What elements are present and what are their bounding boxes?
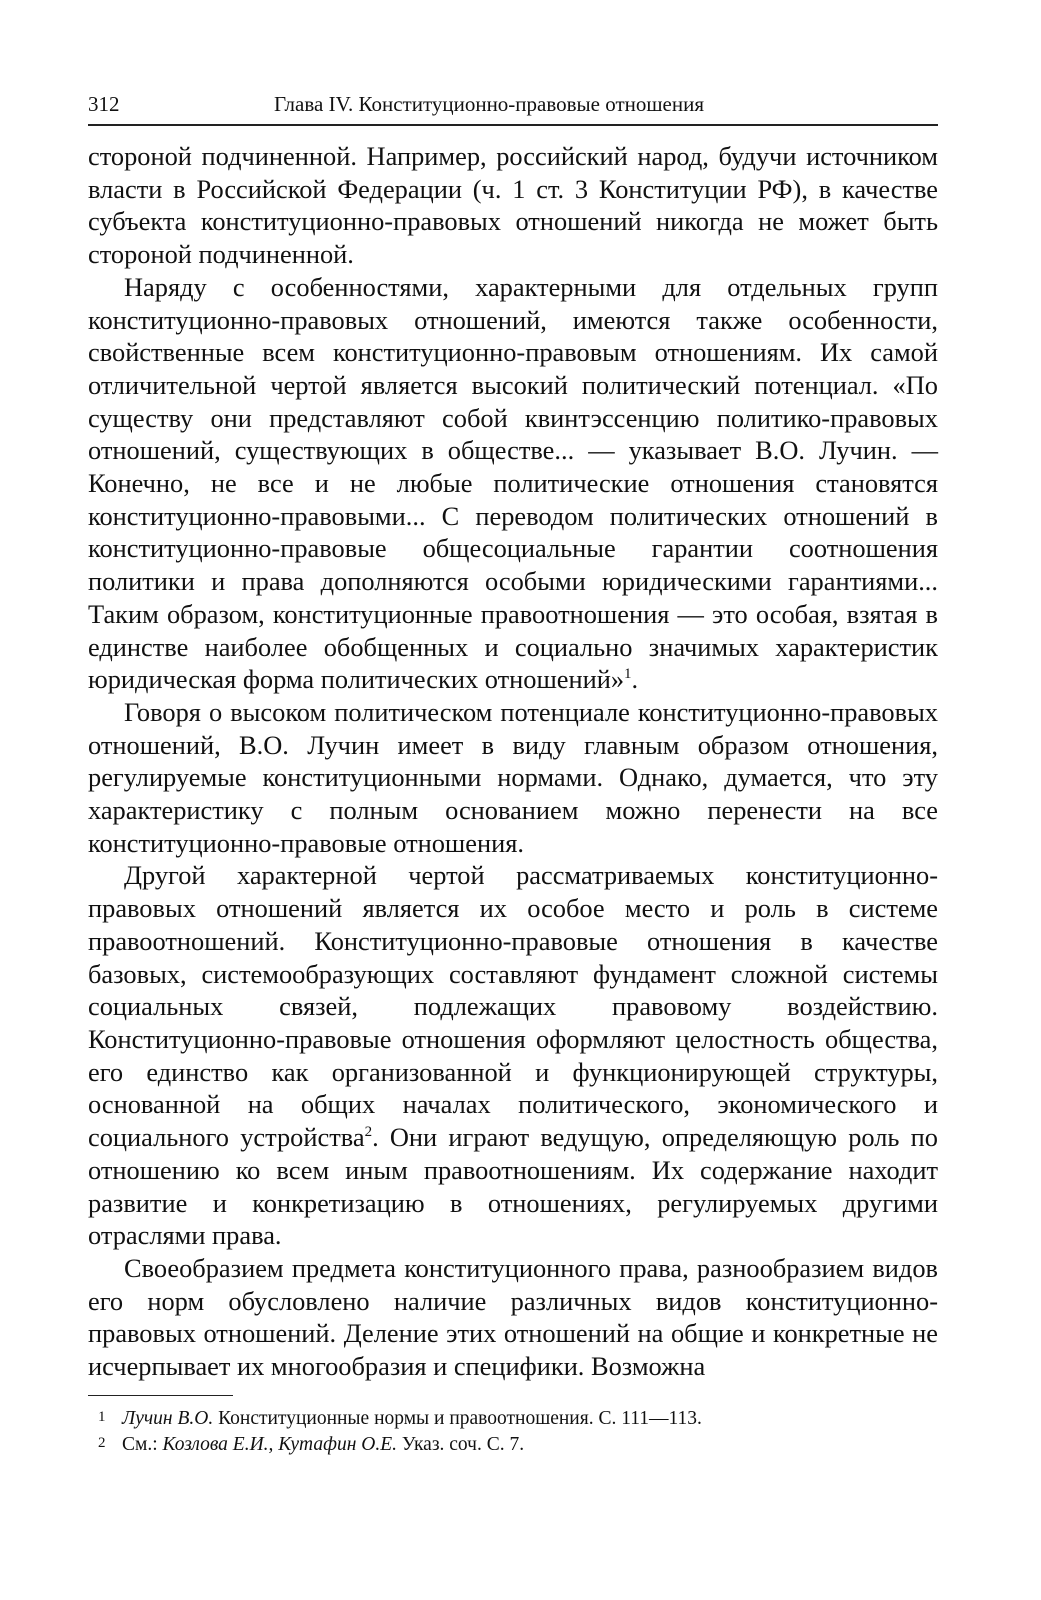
book-page [88, 84, 938, 1574]
paragraph-2: Наряду с особенностями, характерными для отдельных групп конституционно-правовых отношений, имеются также особенности, свойственные всем конституционно-правовым отношениям. Их самой отличительной чертой является высокий политический потенциал. «По существу они представляют собой квинтэссенцию политико-правовых отношений, существующих в обществе... — указывает В.О. Лучин. — Конечно, не все и не любые политические отношения становятся конституционно-правовыми... С переводом политических отношений в конституционно-правовые общесоциальные гарантии соотношения политики и права дополняются особыми юридическими гарантиями... Таким образом, конституционные правоотношения — это особая, взятая в единстве наиболее обобщенных и социально значимых характеристик юридическая форма политических отношений»$^1$. [88, 271, 938, 695]
footnote-prefix: См.: [122, 1433, 158, 1455]
body-text [88, 140, 938, 1383]
footnote-text: Конституционные нормы и правоотношения. С. 111—113. [218, 1407, 702, 1429]
footnote-1 [98, 1406, 938, 1432]
paragraph-1: стороной подчиненной. Например, российский народ, будучи источником власти в Российской Федерации (ч. 1 ст. 3 Конституции РФ), в качестве субъекта конституционно-правовых отношений никогда не может быть стороной подчиненной. [88, 141, 938, 270]
footnote-text: Указ. соч. С. 7. [401, 1433, 525, 1455]
footnote-mark: 2 [98, 1434, 106, 1451]
footnote-ref-1[interactable]: 1 [624, 666, 632, 683]
paragraph-3: Говоря о высоком политическом потенциале конституционно-правовых отношений, В.О. Лучин имеет в виду главным образом отношения, регулируемые конституционными нормами. Однако, думается, что эту характеристику с полным основанием можно перенести на все конституционно-правовые отношения. [88, 696, 938, 858]
page-number: 312 [88, 92, 120, 116]
footnote-rule [88, 1395, 233, 1396]
footnote-ref-2[interactable]: 2 [364, 1124, 373, 1141]
footnote-mark: 1 [98, 1408, 106, 1425]
paragraph-4: Другой характерной чертой рассматриваемых конституционно-правовых отношений является их особое место и роль в системе правоотношений. Конституционно-правовые отношения в качестве базовых, системообразующих составляют фундамент сложной системы социальных связей, подлежащих правовому воздействию. Конституционно-правовые отношения оформляют целостность общества, его единство как организованной и функционирующей структуры, основанной на общих началах политического, экономического и социального устройства$^2$. Они играют ведущую, определяющую роль по отношению ко всем иным правоотношениям. Их содержание находит развитие и конкретизацию в отношениях, регулируемых другими отраслями права. [88, 860, 938, 1251]
footnote-author: Лучин В.О. [122, 1407, 214, 1429]
chapter-title: Глава IV. Конституционно-правовые отношения [274, 92, 704, 116]
footnote-author: Козлова Е.И., Кутафин О.Е. [162, 1433, 398, 1455]
footnote-2 [98, 1432, 938, 1458]
footnotes [88, 1406, 938, 1458]
paragraph-5: Своеобразием предмета конституционного права, разнообразием видов его норм обусловлено наличие различных видов конституционно-правовых отношений. Деление этих отношений на общие и конкретные не исчерпывает их многообразия и специфики. Возможна [88, 1252, 938, 1382]
header-rule [88, 124, 938, 126]
running-header [88, 84, 938, 124]
